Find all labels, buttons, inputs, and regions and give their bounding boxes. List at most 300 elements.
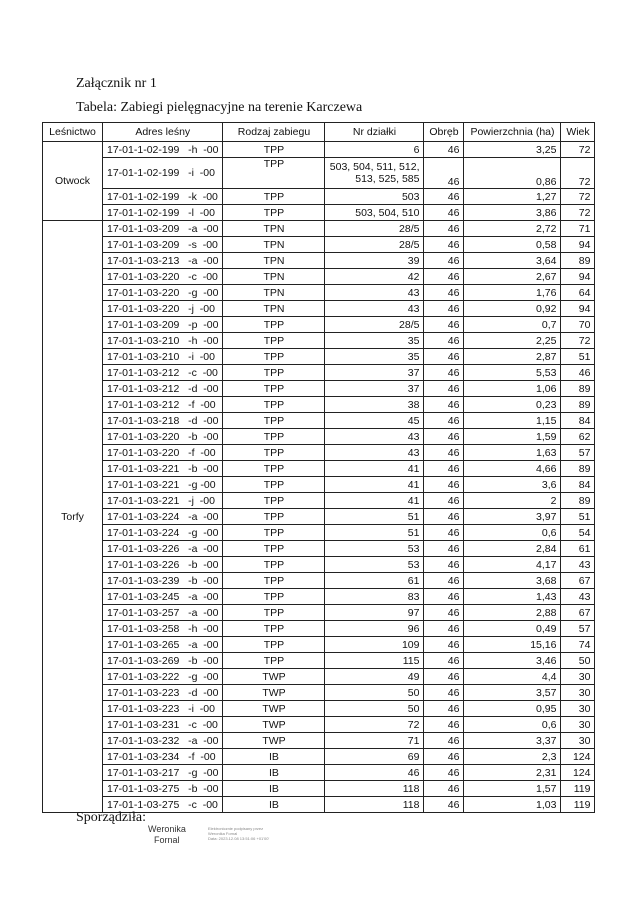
- obreb-cell: 46: [424, 349, 464, 365]
- obreb-cell: 46: [424, 429, 464, 445]
- wiek-cell: 89: [561, 253, 595, 269]
- signature: [148, 824, 186, 846]
- adres-cell: 17-01-1-03-226 -b -00: [103, 557, 223, 573]
- obreb-cell: 46: [424, 285, 464, 301]
- treatments-table: [42, 122, 595, 813]
- obreb-cell: 46: [424, 205, 464, 221]
- nr-dzialki-cell: 35: [325, 349, 424, 365]
- powierzchnia-cell: 3,6: [464, 477, 561, 493]
- wiek-cell: 124: [561, 749, 595, 765]
- col-powierzchnia-header: Powierzchnia (ha): [464, 123, 561, 142]
- wiek-cell: 64: [561, 285, 595, 301]
- table-row: [43, 429, 595, 445]
- obreb-cell: 46: [424, 413, 464, 429]
- obreb-cell: 46: [424, 237, 464, 253]
- obreb-cell: 46: [424, 797, 464, 813]
- nr-dzialki-cell: 46: [325, 765, 424, 781]
- obreb-cell: 46: [424, 525, 464, 541]
- table-caption: Tabela: Zabiegi pielęgnacyjne na terenie Karczewa: [76, 100, 363, 115]
- rodzaj-cell: TPP: [223, 397, 325, 413]
- rodzaj-cell: TWP: [223, 701, 325, 717]
- powierzchnia-cell: 2,25: [464, 333, 561, 349]
- nr-dzialki-cell: 69: [325, 749, 424, 765]
- rodzaj-cell: TPP: [223, 525, 325, 541]
- col-adres-header: Adres leśny: [103, 123, 223, 142]
- wiek-cell: 54: [561, 525, 595, 541]
- wiek-cell: 72: [561, 142, 595, 158]
- powierzchnia-cell: 1,59: [464, 429, 561, 445]
- powierzchnia-cell: 0,86: [464, 158, 561, 189]
- col-nr-header: Nr działki: [325, 123, 424, 142]
- table-row: [43, 365, 595, 381]
- powierzchnia-cell: 1,15: [464, 413, 561, 429]
- wiek-cell: 72: [561, 333, 595, 349]
- rodzaj-cell: TPP: [223, 509, 325, 525]
- table-row: [43, 445, 595, 461]
- table-row: [43, 333, 595, 349]
- rodzaj-cell: IB: [223, 749, 325, 765]
- obreb-cell: 46: [424, 253, 464, 269]
- powierzchnia-cell: 4,66: [464, 461, 561, 477]
- obreb-cell: 46: [424, 477, 464, 493]
- wiek-cell: 30: [561, 685, 595, 701]
- table-row: [43, 557, 595, 573]
- powierzchnia-cell: 0,95: [464, 701, 561, 717]
- rodzaj-cell: TWP: [223, 733, 325, 749]
- nr-dzialki-cell: 39: [325, 253, 424, 269]
- nr-dzialki-cell: 118: [325, 797, 424, 813]
- adres-cell: 17-01-1-03-209 -s -00: [103, 237, 223, 253]
- nr-dzialki-cell: 28/5: [325, 237, 424, 253]
- adres-cell: 17-01-1-03-265 -a -00: [103, 637, 223, 653]
- nr-dzialki-cell: 96: [325, 621, 424, 637]
- nr-dzialki-cell: 97: [325, 605, 424, 621]
- adres-cell: 17-01-1-03-275 -b -00: [103, 781, 223, 797]
- signer-first-name: Weronika: [148, 824, 186, 834]
- wiek-cell: 72: [561, 158, 595, 189]
- obreb-cell: 46: [424, 158, 464, 189]
- powierzchnia-cell: 4,4: [464, 669, 561, 685]
- obreb-cell: 46: [424, 653, 464, 669]
- nr-dzialki-cell: 43: [325, 429, 424, 445]
- nr-dzialki-cell: 38: [325, 397, 424, 413]
- wiek-cell: 70: [561, 317, 595, 333]
- adres-cell: 17-01-1-03-220 -c -00: [103, 269, 223, 285]
- wiek-cell: 30: [561, 733, 595, 749]
- adres-cell: 17-01-1-03-221 -g -00: [103, 477, 223, 493]
- obreb-cell: 46: [424, 589, 464, 605]
- obreb-cell: 46: [424, 269, 464, 285]
- table-row: [43, 205, 595, 221]
- table-row: [43, 221, 595, 237]
- nr-dzialki-cell: 28/5: [325, 221, 424, 237]
- table-row: [43, 637, 595, 653]
- table-row: [43, 509, 595, 525]
- wiek-cell: 119: [561, 797, 595, 813]
- nr-dzialki-cell: 37: [325, 381, 424, 397]
- nr-dzialki-cell: 109: [325, 637, 424, 653]
- wiek-cell: 89: [561, 493, 595, 509]
- nr-dzialki-cell: 41: [325, 493, 424, 509]
- adres-cell: 17-01-1-03-210 -h -00: [103, 333, 223, 349]
- obreb-cell: 46: [424, 701, 464, 717]
- table-row: [43, 237, 595, 253]
- rodzaj-cell: TPP: [223, 621, 325, 637]
- wiek-cell: 57: [561, 445, 595, 461]
- table-row: [43, 158, 595, 189]
- table-row: [43, 669, 595, 685]
- nr-dzialki-cell: 53: [325, 541, 424, 557]
- nr-dzialki-cell: 503, 504, 511, 512, 513, 525, 585: [325, 158, 424, 189]
- table-row: [43, 765, 595, 781]
- adres-cell: 17-01-1-03-224 -g -00: [103, 525, 223, 541]
- table-row: [43, 142, 595, 158]
- adres-cell: 17-01-1-02-199 -i -00: [103, 158, 223, 189]
- adres-cell: 17-01-1-03-275 -c -00: [103, 797, 223, 813]
- attachment-label: Załącznik nr 1: [76, 76, 157, 91]
- col-lesnictwo-header: Leśnictwo: [43, 123, 103, 142]
- table-row: [43, 749, 595, 765]
- obreb-cell: 46: [424, 461, 464, 477]
- nr-dzialki-cell: 43: [325, 285, 424, 301]
- table-row: [43, 317, 595, 333]
- adres-cell: 17-01-1-03-223 -i -00: [103, 701, 223, 717]
- table-row: [43, 621, 595, 637]
- nr-dzialki-cell: 51: [325, 509, 424, 525]
- rodzaj-cell: TPP: [223, 445, 325, 461]
- adres-cell: 17-01-1-02-199 -k -00: [103, 189, 223, 205]
- wiek-cell: 89: [561, 397, 595, 413]
- adres-cell: 17-01-1-03-239 -b -00: [103, 573, 223, 589]
- wiek-cell: 119: [561, 781, 595, 797]
- table-row: [43, 461, 595, 477]
- adres-cell: 17-01-1-03-221 -j -00: [103, 493, 223, 509]
- obreb-cell: 46: [424, 605, 464, 621]
- powierzchnia-cell: 2,72: [464, 221, 561, 237]
- adres-cell: 17-01-1-03-209 -p -00: [103, 317, 223, 333]
- nr-dzialki-cell: 503, 504, 510: [325, 205, 424, 221]
- table-row: [43, 381, 595, 397]
- rodzaj-cell: TPP: [223, 477, 325, 493]
- table-row: [43, 285, 595, 301]
- wiek-cell: 30: [561, 669, 595, 685]
- obreb-cell: 46: [424, 142, 464, 158]
- powierzchnia-cell: 3,86: [464, 205, 561, 221]
- adres-cell: 17-01-1-03-212 -f -00: [103, 397, 223, 413]
- obreb-cell: 46: [424, 781, 464, 797]
- wiek-cell: 72: [561, 205, 595, 221]
- esign-line: Weronika Fornal: [208, 831, 238, 836]
- obreb-cell: 46: [424, 445, 464, 461]
- esign-line: Elektronicznie podpisany przez: [208, 826, 264, 831]
- rodzaj-cell: TPP: [223, 541, 325, 557]
- nr-dzialki-cell: 71: [325, 733, 424, 749]
- powierzchnia-cell: 0,6: [464, 525, 561, 541]
- obreb-cell: 46: [424, 333, 464, 349]
- obreb-cell: 46: [424, 493, 464, 509]
- nr-dzialki-cell: 83: [325, 589, 424, 605]
- wiek-cell: 62: [561, 429, 595, 445]
- table-row: [43, 253, 595, 269]
- obreb-cell: 46: [424, 221, 464, 237]
- adres-cell: 17-01-1-03-220 -b -00: [103, 429, 223, 445]
- rodzaj-cell: TPP: [223, 557, 325, 573]
- adres-cell: 17-01-1-03-226 -a -00: [103, 541, 223, 557]
- obreb-cell: 46: [424, 365, 464, 381]
- table-row: [43, 605, 595, 621]
- nr-dzialki-cell: 51: [325, 525, 424, 541]
- obreb-cell: 46: [424, 621, 464, 637]
- adres-cell: 17-01-1-03-222 -g -00: [103, 669, 223, 685]
- wiek-cell: 89: [561, 461, 595, 477]
- table-header: [43, 123, 595, 142]
- wiek-cell: 50: [561, 653, 595, 669]
- powierzchnia-cell: 5,53: [464, 365, 561, 381]
- table-row: [43, 525, 595, 541]
- wiek-cell: 46: [561, 365, 595, 381]
- powierzchnia-cell: 1,57: [464, 781, 561, 797]
- nr-dzialki-cell: 72: [325, 717, 424, 733]
- rodzaj-cell: TPP: [223, 205, 325, 221]
- powierzchnia-cell: 2: [464, 493, 561, 509]
- nr-dzialki-cell: 28/5: [325, 317, 424, 333]
- nr-dzialki-cell: 118: [325, 781, 424, 797]
- rodzaj-cell: TPP: [223, 493, 325, 509]
- nr-dzialki-cell: 41: [325, 461, 424, 477]
- powierzchnia-cell: 15,16: [464, 637, 561, 653]
- obreb-cell: 46: [424, 509, 464, 525]
- rodzaj-cell: TPP: [223, 158, 325, 189]
- rodzaj-cell: TPP: [223, 653, 325, 669]
- obreb-cell: 46: [424, 189, 464, 205]
- table-row: [43, 189, 595, 205]
- powierzchnia-cell: 3,37: [464, 733, 561, 749]
- adres-cell: 17-01-1-03-220 -g -00: [103, 285, 223, 301]
- wiek-cell: 71: [561, 221, 595, 237]
- adres-cell: 17-01-1-03-221 -b -00: [103, 461, 223, 477]
- powierzchnia-cell: 0,92: [464, 301, 561, 317]
- wiek-cell: 94: [561, 237, 595, 253]
- rodzaj-cell: TPP: [223, 589, 325, 605]
- wiek-cell: 84: [561, 477, 595, 493]
- powierzchnia-cell: 3,46: [464, 653, 561, 669]
- rodzaj-cell: TPP: [223, 637, 325, 653]
- wiek-cell: 124: [561, 765, 595, 781]
- powierzchnia-cell: 2,67: [464, 269, 561, 285]
- rodzaj-cell: TPN: [223, 285, 325, 301]
- table-row: [43, 717, 595, 733]
- powierzchnia-cell: 3,64: [464, 253, 561, 269]
- rodzaj-cell: IB: [223, 797, 325, 813]
- powierzchnia-cell: 1,76: [464, 285, 561, 301]
- table-row: [43, 413, 595, 429]
- rodzaj-cell: TPN: [223, 253, 325, 269]
- obreb-cell: 46: [424, 765, 464, 781]
- powierzchnia-cell: 3,25: [464, 142, 561, 158]
- table-row: [43, 781, 595, 797]
- nr-dzialki-cell: 45: [325, 413, 424, 429]
- obreb-cell: 46: [424, 381, 464, 397]
- signer-last-name: Fornal: [154, 835, 180, 845]
- rodzaj-cell: TPP: [223, 349, 325, 365]
- table-row: [43, 733, 595, 749]
- esign-line: Data: 2023.12.08 13:51:06 +01'00': [208, 836, 270, 841]
- table-row: [43, 541, 595, 557]
- table-row: [43, 397, 595, 413]
- table-row: [43, 269, 595, 285]
- obreb-cell: 46: [424, 573, 464, 589]
- powierzchnia-cell: 1,06: [464, 381, 561, 397]
- obreb-cell: 46: [424, 685, 464, 701]
- rodzaj-cell: TPN: [223, 237, 325, 253]
- adres-cell: 17-01-1-03-223 -d -00: [103, 685, 223, 701]
- nr-dzialki-cell: 41: [325, 477, 424, 493]
- powierzchnia-cell: 2,87: [464, 349, 561, 365]
- col-rodzaj-header: Rodzaj zabiegu: [223, 123, 325, 142]
- wiek-cell: 84: [561, 413, 595, 429]
- nr-dzialki-cell: 503: [325, 189, 424, 205]
- adres-cell: 17-01-1-03-257 -a -00: [103, 605, 223, 621]
- table-row: [43, 589, 595, 605]
- obreb-cell: 46: [424, 749, 464, 765]
- table-row: [43, 301, 595, 317]
- nr-dzialki-cell: 53: [325, 557, 424, 573]
- wiek-cell: 30: [561, 717, 595, 733]
- wiek-cell: 94: [561, 269, 595, 285]
- wiek-cell: 61: [561, 541, 595, 557]
- nr-dzialki-cell: 50: [325, 685, 424, 701]
- powierzchnia-cell: 3,68: [464, 573, 561, 589]
- wiek-cell: 43: [561, 589, 595, 605]
- lesnictwo-cell: Torfy: [43, 221, 103, 813]
- adres-cell: 17-01-1-03-217 -g -00: [103, 765, 223, 781]
- table-row: [43, 477, 595, 493]
- table-row: [43, 493, 595, 509]
- adres-cell: 17-01-1-03-220 -f -00: [103, 445, 223, 461]
- adres-cell: 17-01-1-03-210 -i -00: [103, 349, 223, 365]
- lesnictwo-cell: Otwock: [43, 142, 103, 221]
- adres-cell: 17-01-1-03-218 -d -00: [103, 413, 223, 429]
- powierzchnia-cell: 0,49: [464, 621, 561, 637]
- powierzchnia-cell: 0,7: [464, 317, 561, 333]
- rodzaj-cell: TWP: [223, 669, 325, 685]
- powierzchnia-cell: 3,97: [464, 509, 561, 525]
- adres-cell: 17-01-1-02-199 -h -00: [103, 142, 223, 158]
- wiek-cell: 57: [561, 621, 595, 637]
- obreb-cell: 46: [424, 317, 464, 333]
- adres-cell: 17-01-1-03-224 -a -00: [103, 509, 223, 525]
- electronic-signature-stamp: [208, 826, 288, 841]
- rodzaj-cell: TPP: [223, 189, 325, 205]
- powierzchnia-cell: 1,43: [464, 589, 561, 605]
- nr-dzialki-cell: 43: [325, 445, 424, 461]
- obreb-cell: 46: [424, 637, 464, 653]
- nr-dzialki-cell: 115: [325, 653, 424, 669]
- rodzaj-cell: TPP: [223, 461, 325, 477]
- adres-cell: 17-01-1-03-209 -a -00: [103, 221, 223, 237]
- table-body: [43, 142, 595, 813]
- rodzaj-cell: TPP: [223, 381, 325, 397]
- adres-cell: 17-01-1-03-231 -c -00: [103, 717, 223, 733]
- obreb-cell: 46: [424, 669, 464, 685]
- wiek-cell: 51: [561, 509, 595, 525]
- adres-cell: 17-01-1-03-220 -j -00: [103, 301, 223, 317]
- wiek-cell: 89: [561, 381, 595, 397]
- prepared-by-label: Sporządziła:: [76, 810, 146, 825]
- obreb-cell: 46: [424, 397, 464, 413]
- rodzaj-cell: TWP: [223, 685, 325, 701]
- obreb-cell: 46: [424, 717, 464, 733]
- header-row: [43, 123, 595, 142]
- powierzchnia-cell: 0,23: [464, 397, 561, 413]
- nr-dzialki-cell: 42: [325, 269, 424, 285]
- nr-dzialki-cell: 6: [325, 142, 424, 158]
- wiek-cell: 72: [561, 189, 595, 205]
- wiek-cell: 67: [561, 573, 595, 589]
- adres-cell: 17-01-1-03-234 -f -00: [103, 749, 223, 765]
- obreb-cell: 46: [424, 301, 464, 317]
- wiek-cell: 30: [561, 701, 595, 717]
- rodzaj-cell: TPP: [223, 413, 325, 429]
- table-row: [43, 573, 595, 589]
- col-obreb-header: Obręb: [424, 123, 464, 142]
- rodzaj-cell: TPP: [223, 317, 325, 333]
- wiek-cell: 94: [561, 301, 595, 317]
- rodzaj-cell: TPP: [223, 573, 325, 589]
- powierzchnia-cell: 0,58: [464, 237, 561, 253]
- adres-cell: 17-01-1-03-212 -d -00: [103, 381, 223, 397]
- adres-cell: 17-01-1-03-232 -a -00: [103, 733, 223, 749]
- table-row: [43, 685, 595, 701]
- table-row: [43, 349, 595, 365]
- rodzaj-cell: IB: [223, 781, 325, 797]
- powierzchnia-cell: 1,27: [464, 189, 561, 205]
- obreb-cell: 46: [424, 733, 464, 749]
- wiek-cell: 67: [561, 605, 595, 621]
- powierzchnia-cell: 2,88: [464, 605, 561, 621]
- powierzchnia-cell: 2,3: [464, 749, 561, 765]
- rodzaj-cell: TPP: [223, 142, 325, 158]
- table-row: [43, 653, 595, 669]
- nr-dzialki-cell: 61: [325, 573, 424, 589]
- obreb-cell: 46: [424, 541, 464, 557]
- wiek-cell: 43: [561, 557, 595, 573]
- rodzaj-cell: TPP: [223, 333, 325, 349]
- rodzaj-cell: TPN: [223, 221, 325, 237]
- powierzchnia-cell: 4,17: [464, 557, 561, 573]
- obreb-cell: 46: [424, 557, 464, 573]
- nr-dzialki-cell: 35: [325, 333, 424, 349]
- rodzaj-cell: TPP: [223, 365, 325, 381]
- powierzchnia-cell: 2,31: [464, 765, 561, 781]
- adres-cell: 17-01-1-02-199 -l -00: [103, 205, 223, 221]
- rodzaj-cell: IB: [223, 765, 325, 781]
- powierzchnia-cell: 0,6: [464, 717, 561, 733]
- wiek-cell: 51: [561, 349, 595, 365]
- powierzchnia-cell: 1,63: [464, 445, 561, 461]
- rodzaj-cell: TPP: [223, 429, 325, 445]
- rodzaj-cell: TPP: [223, 605, 325, 621]
- powierzchnia-cell: 3,57: [464, 685, 561, 701]
- adres-cell: 17-01-1-03-245 -a -00: [103, 589, 223, 605]
- nr-dzialki-cell: 37: [325, 365, 424, 381]
- rodzaj-cell: TPN: [223, 301, 325, 317]
- nr-dzialki-cell: 50: [325, 701, 424, 717]
- adres-cell: 17-01-1-03-258 -h -00: [103, 621, 223, 637]
- col-wiek-header: Wiek: [561, 123, 595, 142]
- rodzaj-cell: TPN: [223, 269, 325, 285]
- nr-dzialki-cell: 43: [325, 301, 424, 317]
